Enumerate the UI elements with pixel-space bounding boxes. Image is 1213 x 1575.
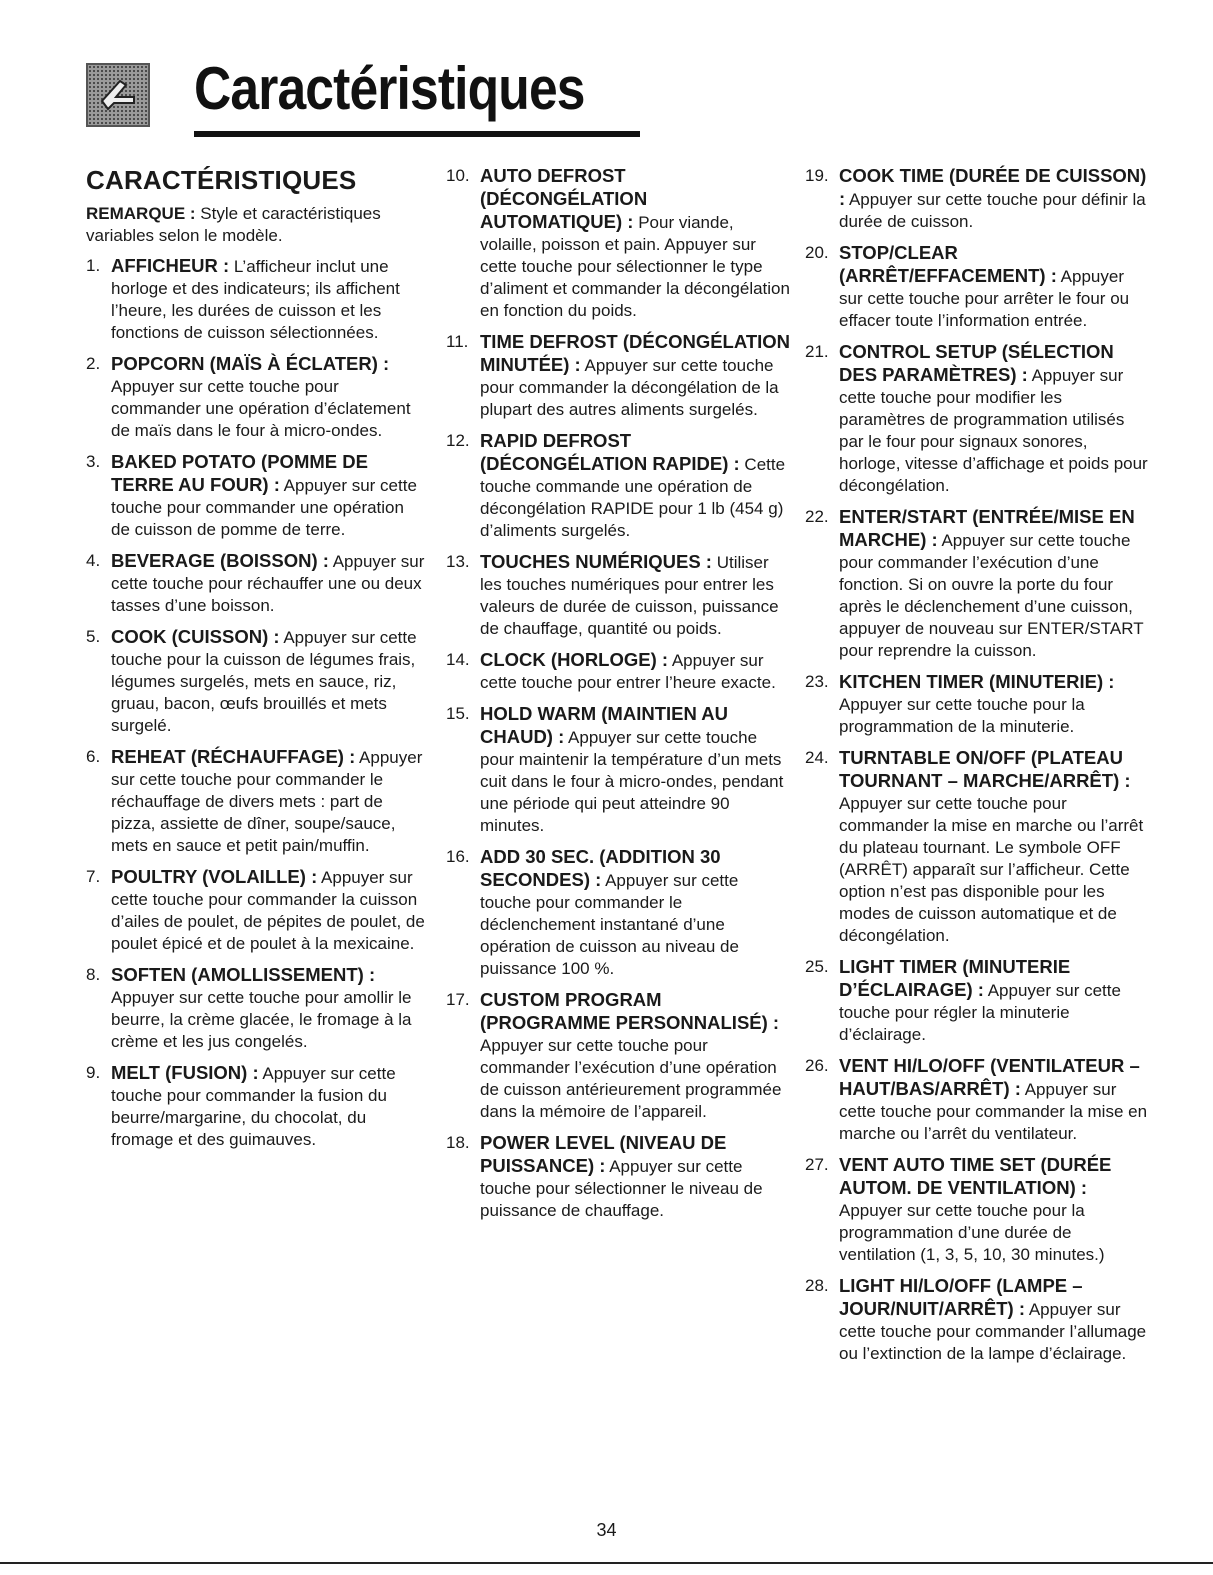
features-list-1 — [86, 255, 426, 1151]
list-item — [86, 746, 426, 857]
item-title: BEVERAGE (BOISSON) : — [111, 550, 329, 571]
item-number: 14. — [446, 650, 470, 669]
item-text: Appuyer sur cette touche pour commander l’exécution d’une opération de cuisson antérieurement programmée dans la mémoire de l’appareil. — [480, 1036, 782, 1121]
item-text: Appuyer sur cette touche pour la programmation d’une durée de ventilation (1, 3, 5, 10, 30 minutes.) — [839, 1201, 1105, 1264]
list-item — [446, 331, 791, 421]
item-number: 25. — [805, 957, 829, 976]
list-item — [805, 956, 1150, 1046]
item-title: HOLD WARM (MAINTIEN AU CHAUD) : — [480, 703, 729, 747]
features-list-3 — [805, 165, 1150, 1365]
list-item — [86, 451, 426, 541]
item-title: SOFTEN (AMOLLISSEMENT) : — [111, 964, 376, 985]
item-text: Appuyer sur cette touche pour entrer l’heure exacte. — [480, 651, 776, 692]
list-item — [805, 341, 1150, 497]
item-title: KITCHEN TIMER (MINUTERIE) : — [839, 671, 1115, 692]
item-title: CUSTOM PROGRAM (PROGRAMME PERSONNALISÉ) : — [480, 989, 780, 1033]
item-number: 1. — [86, 256, 101, 275]
hand-pointer-icon — [86, 63, 150, 127]
item-title: LIGHT HI/LO/OFF (LAMPE – JOUR/NUIT/ARRÊT) : — [839, 1275, 1083, 1319]
item-text: Appuyer sur cette touche pour arrêter le four ou effacer toute l’information entrée. — [839, 267, 1130, 330]
list-item — [86, 964, 426, 1053]
item-title: POULTRY (VOLAILLE) : — [111, 866, 318, 887]
item-title: COOK TIME (DURÉE DE CUISSON) : — [839, 165, 1147, 209]
list-item — [446, 846, 791, 980]
item-number: 2. — [86, 354, 101, 373]
list-item — [805, 1055, 1150, 1145]
item-title: VENT HI/LO/OFF (VENTILATEUR – HAUT/BAS/ARRÊT) : — [839, 1055, 1140, 1099]
note-text: Style et caractéristiques variables selon le modèle. — [86, 204, 381, 245]
item-text: Appuyer sur cette touche pour définir la durée de cuisson. — [839, 190, 1146, 231]
item-text: Appuyer sur cette touche pour commander une opération de cuisson de pomme de terre. — [111, 476, 417, 539]
item-text: Appuyer sur cette touche pour commander le déclenchement instantané d’une opération de cuisson au niveau de puissance 100 %. — [480, 871, 739, 978]
item-text: Pour viande, volaille, poisson et pain. Appuyer sur cette touche pour sélectionner le type d’aliment et commander la décongélation en fonction du poids. — [480, 213, 790, 320]
item-number: 15. — [446, 704, 470, 723]
item-title: RAPID DEFROST (DÉCONGÉLATION RAPIDE) : — [480, 430, 740, 474]
item-number: 12. — [446, 431, 470, 450]
list-item — [446, 1132, 791, 1222]
list-item — [86, 866, 426, 955]
item-text: Appuyer sur cette touche pour sélectionner le niveau de puissance de chauffage. — [480, 1157, 763, 1220]
item-number: 27. — [805, 1155, 829, 1174]
features-list-2 — [446, 165, 791, 1222]
list-item — [86, 255, 426, 344]
list-item — [446, 703, 791, 837]
item-title: VENT AUTO TIME SET (DURÉE AUTOM. DE VENTILATION) : — [839, 1154, 1112, 1198]
item-title: BAKED POTATO (POMME DE TERRE AU FOUR) : — [111, 451, 368, 495]
item-number: 19. — [805, 166, 829, 185]
item-text: Appuyer sur cette touche pour commander l’allumage ou l’extinction de la lampe d’éclairage. — [839, 1300, 1147, 1363]
item-number: 9. — [86, 1063, 101, 1082]
item-number: 5. — [86, 627, 101, 646]
list-item — [446, 551, 791, 640]
item-text: Appuyer sur cette touche pour la cuisson de légumes frais, légumes surgelés, mets en sauce, riz, gruau, bacon, œufs brouillés et mets surgelé. — [111, 628, 417, 735]
item-title: MELT (FUSION) : — [111, 1062, 259, 1083]
page-number: 34 — [596, 1520, 617, 1540]
item-title: ENTER/START (ENTRÉE/MISE EN MARCHE) : — [839, 506, 1135, 550]
item-text: Appuyer sur cette touche pour réchauffer une ou deux tasses d’une boisson. — [111, 552, 425, 615]
title-underline — [194, 131, 640, 137]
item-number: 18. — [446, 1133, 470, 1152]
item-title: COOK (CUISSON) : — [111, 626, 280, 647]
item-number: 20. — [805, 243, 829, 262]
item-text: Appuyer sur cette touche pour amollir le beurre, la crème glacée, le fromage à la crème et les jus congelés. — [111, 988, 412, 1051]
item-number: 8. — [86, 965, 101, 984]
item-number: 13. — [446, 552, 470, 571]
page-title: Caractéristiques — [194, 55, 585, 122]
item-text: Appuyer sur cette touche pour commander la mise en marche ou l’arrêt du plateau tournant. Le symbole OFF (ARRÊT) apparaît sur l’afficheur. Cette option n’est pas disponible pour les modes de cuisson automatique et de décongélation. — [839, 794, 1144, 945]
list-item — [805, 506, 1150, 662]
item-number: 11. — [446, 332, 469, 351]
item-text: Appuyer sur cette touche pour commander une opération d’éclatement de maïs dans le four à micro-ondes. — [111, 377, 411, 440]
column-3 — [805, 165, 1150, 1374]
column-2 — [446, 165, 791, 1231]
list-item — [805, 165, 1150, 233]
item-number: 6. — [86, 747, 101, 766]
item-title: STOP/CLEAR (ARRÊT/EFFACEMENT) : — [839, 242, 1057, 286]
list-item — [805, 1275, 1150, 1365]
list-item — [805, 671, 1150, 738]
item-title: CLOCK (HORLOGE) : — [480, 649, 669, 670]
section-title: CARACTÉRISTIQUES — [86, 165, 357, 195]
column-1 — [86, 165, 426, 1160]
item-number: 28. — [805, 1276, 829, 1295]
item-title: AFFICHEUR : — [111, 255, 230, 276]
item-title: ADD 30 SEC. (ADDITION 30 SECONDES) : — [480, 846, 721, 890]
item-text: Appuyer sur cette touche pour régler la minuterie d’éclairage. — [839, 981, 1121, 1044]
item-title: LIGHT TIMER (MINUTERIE D’ÉCLAIRAGE) : — [839, 956, 1071, 1000]
item-text: Appuyer sur cette touche pour commander la fusion du beurre/margarine, du chocolat, du fromage et des guimauves. — [111, 1064, 396, 1149]
item-title: TIME DEFROST (DÉCONGÉLATION MINUTÉE) : — [480, 331, 791, 375]
item-text: Appuyer sur cette touche pour la programmation de la minuterie. — [839, 695, 1085, 736]
list-item — [86, 353, 426, 442]
bottom-rule — [0, 1562, 1213, 1564]
item-title: REHEAT (RÉCHAUFFAGE) : — [111, 746, 356, 767]
item-number: 7. — [86, 867, 101, 886]
list-item — [446, 430, 791, 542]
item-number: 24. — [805, 748, 829, 767]
list-item — [86, 550, 426, 617]
item-text: Cette touche commande une opération de décongélation RAPIDE pour 1 lb (454 g) d’aliments surgelés. — [480, 455, 786, 540]
item-title: AUTO DEFROST (DÉCONGÉLATION AUTOMATIQUE) : — [480, 165, 648, 232]
list-item — [86, 626, 426, 737]
list-item — [446, 649, 791, 694]
item-text: L’afficheur inclut une horloge et des indicateurs; ils affichent l’heure, les durées de cuisson et les fonctions de cuisson sélectionnées. — [111, 257, 400, 342]
list-item — [86, 1062, 426, 1151]
item-title: TOUCHES NUMÉRIQUES : — [480, 551, 712, 572]
item-text: Appuyer sur cette touche pour commander le réchauffage de divers mets : part de pizza, assiette de dîner, soupe/sauce, mets en sauce et petit pain/muffin. — [111, 748, 423, 855]
list-item — [805, 1154, 1150, 1266]
item-number: 26. — [805, 1056, 829, 1075]
item-number: 4. — [86, 551, 101, 570]
item-text: Appuyer sur cette touche pour modifier les paramètres de programmation utilisés par le four pour signaux sonores, horloge, vitesse d’affichage et poids pour décongélation. — [839, 366, 1148, 495]
item-title: CONTROL SETUP (SÉLECTION DES PARAMÈTRES) : — [839, 341, 1114, 385]
list-item — [805, 747, 1150, 947]
item-number: 21. — [805, 342, 829, 361]
list-item — [446, 165, 791, 322]
item-text: Appuyer sur cette touche pour commander la cuisson d’ailes de poulet, de pépites de poulet, de poulet épicé et de poulet à la mexicaine. — [111, 868, 425, 953]
item-title: POWER LEVEL (NIVEAU DE PUISSANCE) : — [480, 1132, 727, 1176]
item-text: Appuyer sur cette touche pour commander la décongélation de la plupart des autres aliments surgelés. — [480, 356, 779, 419]
note — [86, 203, 426, 247]
item-number: 23. — [805, 672, 829, 691]
note-label: REMARQUE : — [86, 204, 196, 223]
item-text: Utiliser les touches numériques pour entrer les valeurs de durée de cuisson, puissance de chauffage, quantité ou poids. — [480, 553, 779, 638]
page-header — [86, 55, 585, 145]
item-number: 10. — [446, 166, 470, 185]
item-title: POPCORN (MAÏS À ÉCLATER) : — [111, 353, 390, 374]
list-item — [805, 242, 1150, 332]
item-text: Appuyer sur cette touche pour commander la mise en marche ou l’arrêt du ventilateur. — [839, 1080, 1148, 1143]
item-text: Appuyer sur cette touche pour maintenir la température d’un mets cuit dans le four à micro-ondes, pendant une période qui peut atteindre 90 minutes. — [480, 728, 784, 835]
item-number: 22. — [805, 507, 829, 526]
item-number: 17. — [446, 990, 470, 1009]
item-title: TURNTABLE ON/OFF (PLATEAU TOURNANT – MARCHE/ARRÊT) : — [839, 747, 1131, 791]
item-number: 16. — [446, 847, 470, 866]
list-item — [446, 989, 791, 1123]
item-text: Appuyer sur cette touche pour commander l’exécution d’une fonction. Si on ouvre la porte du four après le déclenchement d’une cuisson, appuyer de nouveau sur ENTER/START pour reprendre la cuisson. — [839, 531, 1144, 660]
item-number: 3. — [86, 452, 101, 471]
